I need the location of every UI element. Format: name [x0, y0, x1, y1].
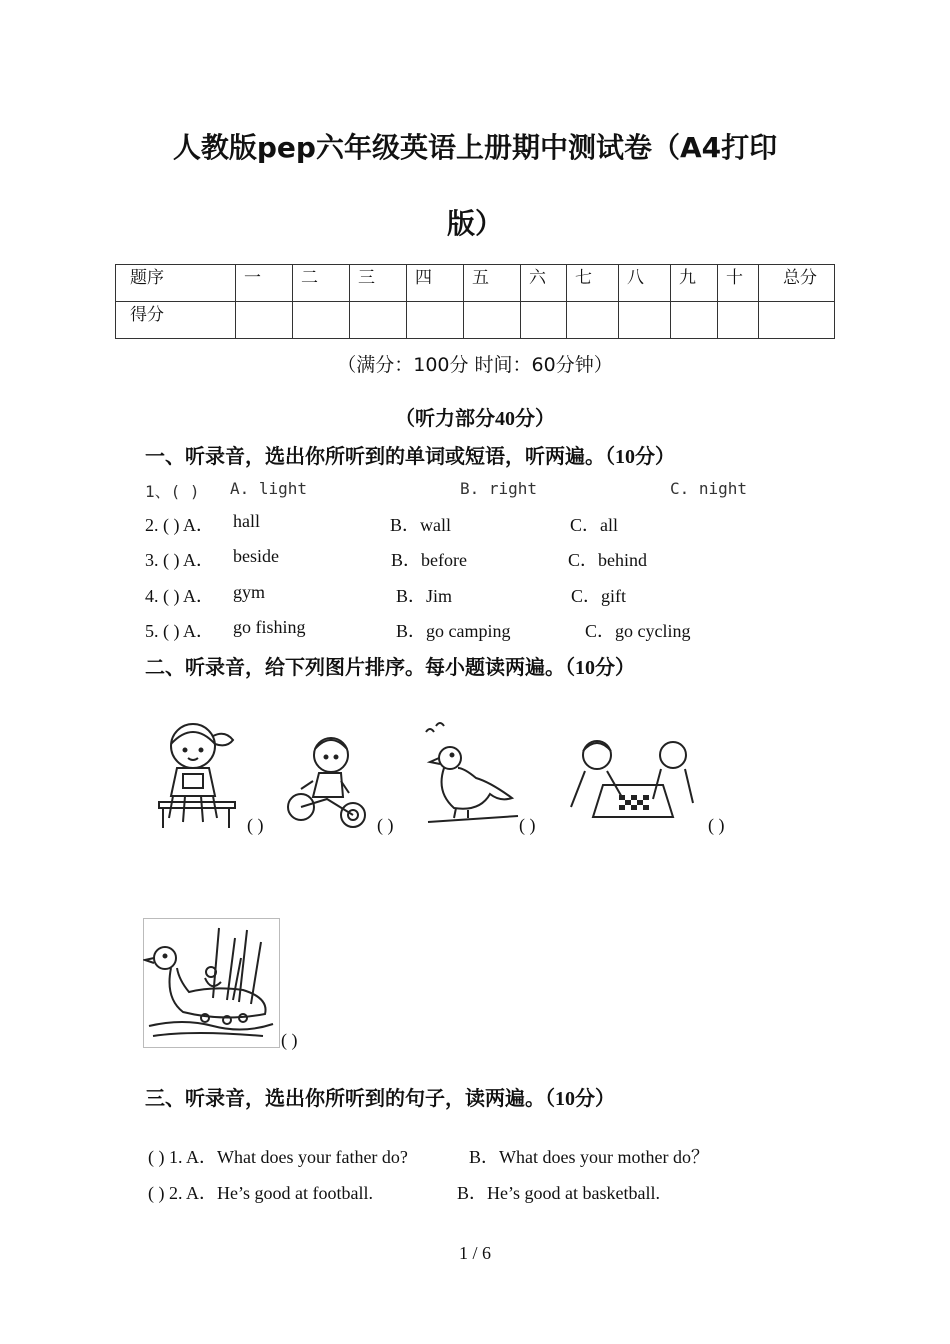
picture4-answer-blank[interactable]: ( ): [708, 815, 725, 835]
q5-number: 5. ( ) A．: [145, 621, 214, 641]
q1-number: 1、( ): [145, 482, 200, 501]
score-input-cell[interactable]: [350, 302, 407, 339]
score-input-cell[interactable]: [464, 302, 521, 339]
q5-option-a[interactable]: go fishing: [233, 617, 306, 637]
q3-option-a[interactable]: beside: [233, 546, 279, 566]
q5-option-c[interactable]: C．go cycling: [585, 621, 691, 641]
picture1-answer-blank[interactable]: ( ): [247, 815, 264, 835]
picture5-answer-blank[interactable]: ( ): [281, 1030, 298, 1050]
score-input-cell[interactable]: [619, 302, 671, 339]
score-input-cell[interactable]: [407, 302, 464, 339]
q1-option-c[interactable]: C. night: [670, 479, 748, 498]
score-table-header-row: [116, 265, 835, 302]
kids-chess-picture: [563, 737, 703, 827]
q2-option-c[interactable]: C．all: [570, 515, 618, 535]
q4-option-a[interactable]: gym: [233, 582, 266, 602]
full-marks-note: （满分：100分 时间：60分钟）: [337, 354, 613, 376]
girl-reading-picture: [155, 718, 240, 833]
table-cell: 七: [567, 265, 619, 302]
s3-q2-option-a[interactable]: ( ) 2. A．He’s good at football.: [148, 1183, 373, 1203]
q4-number: 4. ( ) A．: [145, 586, 214, 606]
table-cell: 六: [521, 265, 567, 302]
score-input-cell[interactable]: [521, 302, 567, 339]
score-input-cell[interactable]: [293, 302, 350, 339]
duck-family-picture: [143, 918, 280, 1048]
score-input-cell[interactable]: [567, 302, 619, 339]
table-cell: 题序: [116, 265, 236, 302]
bird-singing-picture: [420, 722, 520, 830]
page-number: 1 / 6: [458, 1243, 491, 1263]
section1-heading: 一、听录音，选出你所听到的单词或短语，听两遍。（10分）: [145, 446, 675, 468]
section3-heading: 三、听录音，选出你所听到的句子，读两遍。（10分）: [145, 1088, 615, 1110]
score-input-cell[interactable]: [718, 302, 759, 339]
table-cell: 四: [407, 265, 464, 302]
picture3-answer-blank[interactable]: ( ): [519, 815, 536, 835]
s3-q1-option-b[interactable]: B．What does your mother do？: [469, 1147, 709, 1167]
table-cell: 总分: [759, 265, 835, 302]
q3-option-c[interactable]: C．behind: [568, 550, 647, 570]
listening-header: （听力部分40分）: [395, 408, 555, 430]
score-table: [115, 264, 835, 339]
score-input-cell[interactable]: [236, 302, 293, 339]
q3-number: 3. ( ) A．: [145, 550, 214, 570]
table-cell: 得分: [116, 302, 236, 339]
q1-option-a[interactable]: A. light: [230, 479, 308, 498]
score-input-cell[interactable]: [759, 302, 835, 339]
q2-option-a[interactable]: hall: [233, 511, 260, 531]
table-cell: 八: [619, 265, 671, 302]
score-input-cell[interactable]: [671, 302, 718, 339]
q5-option-b[interactable]: B．go camping: [396, 621, 511, 641]
s3-q2-option-b[interactable]: B．He’s good at basketball.: [457, 1183, 660, 1203]
table-cell: 一: [236, 265, 293, 302]
table-cell: 三: [350, 265, 407, 302]
q3-option-b[interactable]: B．before: [391, 550, 467, 570]
q4-option-c[interactable]: C．gift: [571, 586, 627, 606]
q1-option-b[interactable]: B. right: [460, 479, 538, 498]
page-title-continued: 版）: [446, 207, 503, 240]
page-title: 人教版pep六年级英语上册期中测试卷（A4打印: [172, 131, 778, 164]
picture2-answer-blank[interactable]: ( ): [377, 815, 394, 835]
table-cell: 五: [464, 265, 521, 302]
score-table-score-row: [116, 302, 835, 339]
table-cell: 十: [718, 265, 759, 302]
q2-option-b[interactable]: B．wall: [390, 515, 451, 535]
section2-heading: 二、听录音，给下列图片排序。每小题读两遍。（10分）: [145, 657, 635, 679]
q2-number: 2. ( ) A．: [145, 515, 214, 535]
s3-q1-option-a[interactable]: ( ) 1. A．What does your father do?: [148, 1147, 408, 1167]
table-cell: 二: [293, 265, 350, 302]
boy-tricycle-picture: [283, 733, 373, 830]
q4-option-b[interactable]: B．Jim: [396, 586, 453, 606]
table-cell: 九: [671, 265, 718, 302]
